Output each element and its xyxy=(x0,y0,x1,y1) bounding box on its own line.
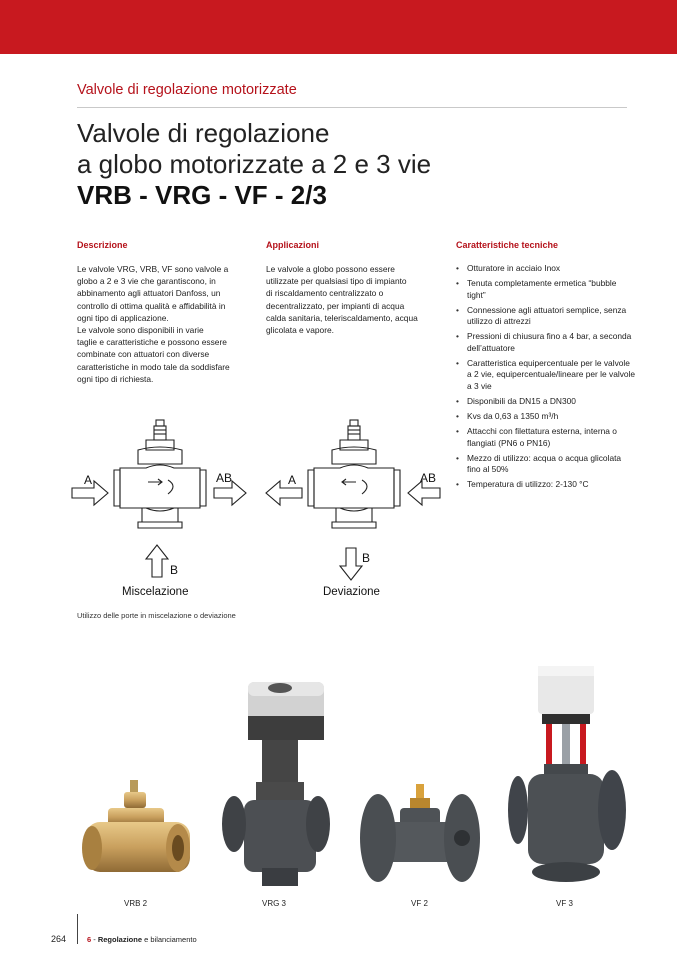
text-line: ogni tipo di richiesta. xyxy=(77,373,154,384)
descrizione-body xyxy=(77,263,257,385)
applicazioni-body xyxy=(266,263,446,336)
list-item: • Attacchi con filettatura esterna, interna o flangiati (PN6 o PN16) xyxy=(456,426,636,449)
descrizione-column xyxy=(77,240,257,385)
chapter-title-rest: e bilanciamento xyxy=(142,935,197,944)
list-item: • Pressioni di chiusura fino a 4 bar, a seconda dell’attuatore xyxy=(456,331,636,354)
text-line: Le valvole sono disponibili in varie xyxy=(77,325,204,336)
product-label-vf3: VF 3 xyxy=(556,899,573,908)
text-line: Le valvole a globo possono essere xyxy=(266,264,395,274)
list-item: • Caratteristica equipercentuale per le valvole a 2 vie, equipercentuale/lineare per le valvole a 3 vie xyxy=(456,358,636,393)
section-title: Valvole di regolazione motorizzate xyxy=(77,82,297,98)
title-models: VRB - VRG - VF - 2/3 xyxy=(77,180,327,210)
list-item: • Connessione agli attuatori semplice, senza utilizzo di attrezzi xyxy=(456,305,636,328)
top-brand-bar xyxy=(0,0,677,54)
page-title xyxy=(77,118,431,211)
port-b-label: B xyxy=(362,551,371,565)
text-line: glicolata e vapore. xyxy=(266,325,334,336)
text-line: controllo di ottima qualità e affidabilità in xyxy=(77,300,226,311)
caratteristiche-heading: Caratteristiche tecniche xyxy=(456,240,559,250)
miscelazione-diagram xyxy=(68,412,258,582)
list-item: • Tenuta completamente ermetica “bubble tight” xyxy=(456,278,636,301)
list-item: • Disponibili da DN15 a DN300 xyxy=(456,396,636,408)
text-line: di riscaldamento centralizzato o xyxy=(266,288,384,299)
text-line: taglie e caratteristiche e possono essere xyxy=(77,337,227,348)
vf3-valve-image xyxy=(508,660,628,890)
port-ab-label: AB xyxy=(216,471,233,485)
text-line: decentralizzato, per impianti di acqua xyxy=(266,300,405,311)
list-item: • Temperatura di utilizzo: 2-130 °C xyxy=(456,479,636,491)
port-b-label: B xyxy=(170,563,179,577)
vrg3-valve-image xyxy=(222,672,332,892)
descrizione-heading: Descrizione xyxy=(77,240,128,250)
text-line: calda sanitaria, teleriscaldamento, acqua xyxy=(266,312,418,323)
port-a-label: A xyxy=(288,473,297,487)
page-number: 264 xyxy=(51,934,67,944)
list-item: • Otturatore in acciaio Inox xyxy=(456,263,636,275)
title-line-1: Valvole di regolazione xyxy=(77,118,330,148)
footer-chapter xyxy=(87,935,197,944)
product-label-vrb2: VRB 2 xyxy=(124,899,148,908)
applicazioni-column xyxy=(266,240,446,336)
text-line: caratteristiche in modo tale da soddisfare xyxy=(77,361,230,372)
product-label-vrg3: VRG 3 xyxy=(262,899,287,908)
chapter-title-bold: Regolazione xyxy=(97,935,143,944)
chapter-separator: - xyxy=(91,935,98,944)
list-item: • Kvs da 0,63 a 1350 m³/h xyxy=(456,411,636,423)
caratteristiche-column xyxy=(456,240,636,494)
deviazione-label: Deviazione xyxy=(323,586,380,598)
port-ab-label: AB xyxy=(420,471,437,485)
section-divider xyxy=(77,107,627,108)
diagram-caption: Utilizzo delle porte in miscelazione o deviazione xyxy=(77,611,236,620)
text-line: utilizzate per qualsiasi tipo di impianto xyxy=(266,276,407,287)
vrb2-valve-image xyxy=(78,770,198,890)
port-a-label: A xyxy=(84,473,93,487)
text-line: abbinamento agli attuatori Danfoss, un xyxy=(77,288,221,299)
list-item: • Mezzo di utilizzo: acqua o acqua glicolata fino al 50% xyxy=(456,453,636,476)
caratteristiche-list xyxy=(456,263,636,491)
title-line-2: a globo motorizzate a 2 e 3 vie xyxy=(77,149,432,179)
chapter-number: 6 xyxy=(87,935,92,944)
applicazioni-heading: Applicazioni xyxy=(266,240,320,250)
vf2-valve-image xyxy=(360,778,480,888)
footer-divider xyxy=(77,914,78,944)
miscelazione-label: Miscelazione xyxy=(122,586,189,598)
text-line: ogni tipo di applicazione. xyxy=(77,312,169,323)
text-line: Le valvole VRG, VRB, VF sono valvole a xyxy=(77,264,229,274)
text-line: globo a 2 e 3 vie che garantiscono, in xyxy=(77,276,216,287)
product-label-vf2: VF 2 xyxy=(411,899,428,908)
deviazione-diagram xyxy=(262,412,452,582)
text-line: combinate con attuatori con diverse xyxy=(77,349,210,360)
